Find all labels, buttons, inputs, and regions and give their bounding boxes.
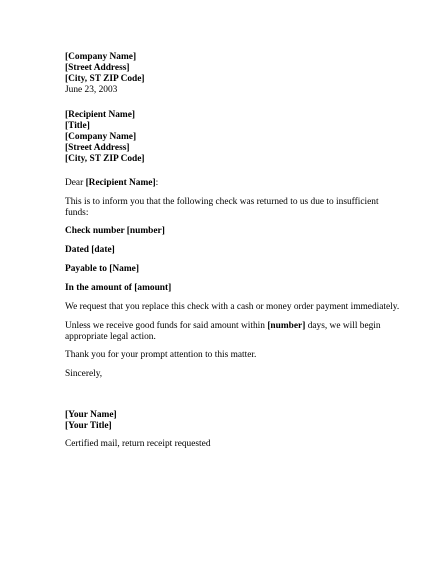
check-dated-text: Dated [date] <box>65 245 115 255</box>
legal-action-line-2: appropriate legal action. <box>65 332 156 342</box>
recipient-name: [Recipient Name] <box>65 110 136 120</box>
legal-action-paragraph <box>65 321 381 343</box>
sign-off <box>65 369 102 380</box>
salutation-prefix: Dear <box>65 178 86 188</box>
sender-address-block <box>65 52 145 96</box>
intro-line-1: This is to inform you that the following check was returned to us due to insufficient <box>65 197 379 207</box>
salutation <box>65 178 158 189</box>
recipient-address-block <box>65 110 145 165</box>
intro-line-2: funds: <box>65 208 89 218</box>
check-amount <box>65 283 171 294</box>
thanks-text: Thank you for your prompt attention to this matter. <box>65 350 257 360</box>
sender-city-state-zip: [City, ST ZIP Code] <box>65 74 145 84</box>
sender-company-name: [Company Name] <box>65 52 137 62</box>
check-number-text: Check number [number] <box>65 226 165 236</box>
check-payable-to-text: Payable to [Name] <box>65 264 139 274</box>
salutation-name: [Recipient Name] <box>85 178 156 188</box>
sign-off-text: Sincerely, <box>65 369 103 379</box>
salutation-suffix: : <box>155 178 159 188</box>
check-dated <box>65 245 115 256</box>
check-payable-to <box>65 264 139 275</box>
letter-date: June 23, 2003 <box>65 85 118 95</box>
sender-street-address: [Street Address] <box>65 63 130 73</box>
your-title: [Your Title] <box>65 421 112 431</box>
check-number <box>65 226 165 237</box>
legal-action-prefix: Unless we receive good funds for said amount within <box>65 321 268 331</box>
mail-notation-text: Certified mail, return receipt requested <box>65 439 211 449</box>
legal-action-number: [number] <box>267 321 306 331</box>
mail-notation <box>65 439 211 450</box>
recipient-street-address: [Street Address] <box>65 143 130 153</box>
thanks-paragraph <box>65 350 256 361</box>
recipient-title: [Title] <box>65 121 90 131</box>
your-name: [Your Name] <box>65 410 117 420</box>
request-text: We request that you replace this check with a cash or money order payment immediately. <box>65 302 400 312</box>
signature-block <box>65 410 117 432</box>
request-paragraph <box>65 302 399 313</box>
intro-paragraph <box>65 197 379 219</box>
recipient-city-state-zip: [City, ST ZIP Code] <box>65 154 145 164</box>
check-amount-text: In the amount of [amount] <box>65 283 172 293</box>
recipient-company-name: [Company Name] <box>65 132 137 142</box>
legal-action-suffix: days, we will begin <box>305 321 381 331</box>
